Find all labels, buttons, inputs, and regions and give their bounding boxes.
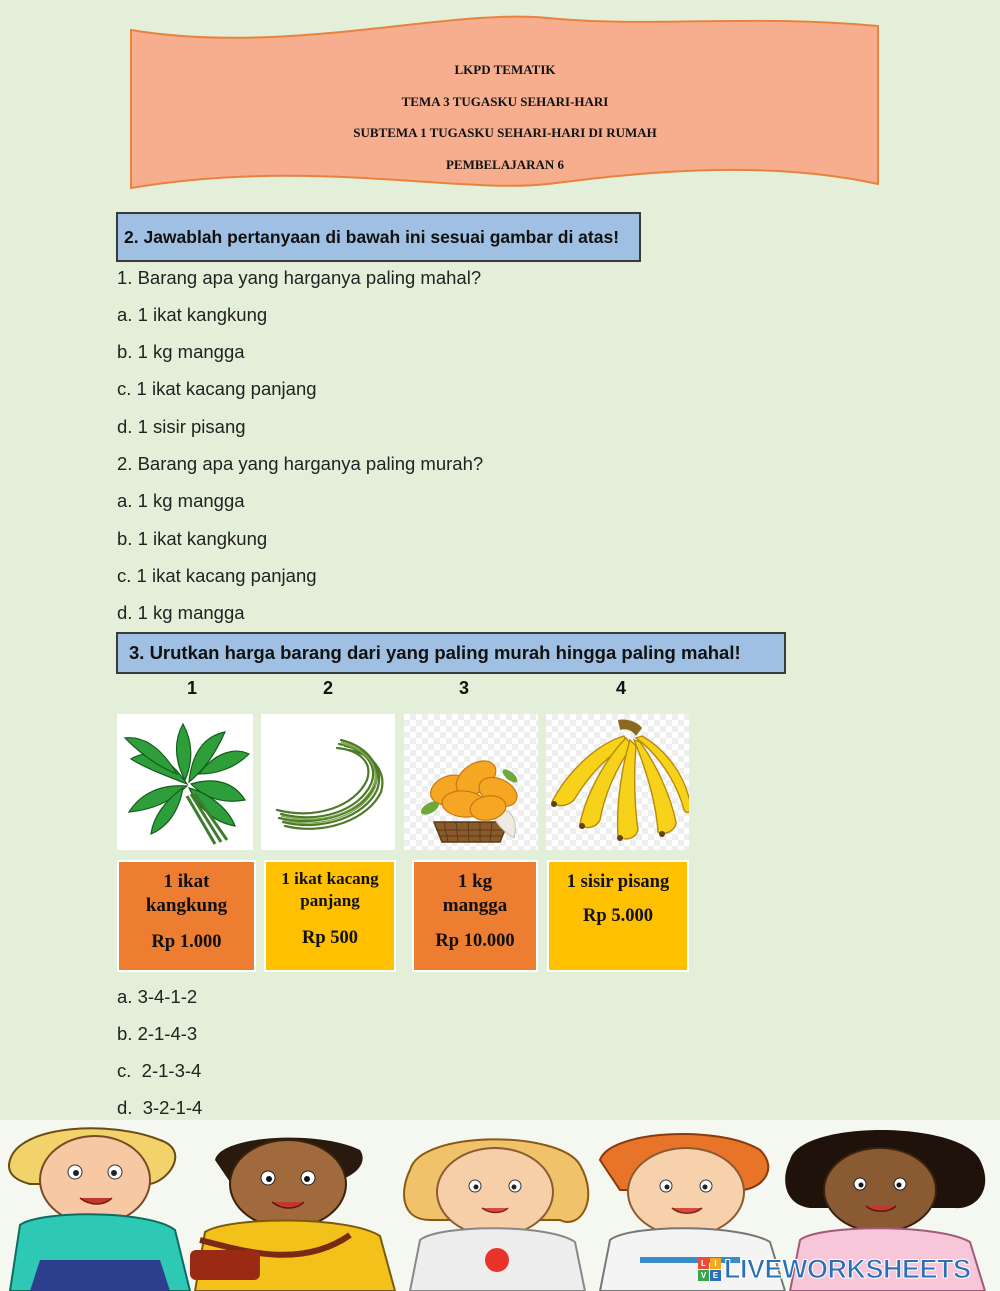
- kangkung-picture: [117, 714, 253, 850]
- q3-option-a[interactable]: a. 3-4-1-2: [117, 986, 198, 1007]
- header-line-2: TEMA 3 TUGASKU SEHARI-HARI: [401, 93, 609, 109]
- q2-option-b[interactable]: b. 1 ikat kangkung: [117, 528, 268, 549]
- q3-option-c[interactable]: c. 2-1-3-4: [117, 1060, 202, 1081]
- price-card-2-name-line1: 1 ikat kacang: [281, 869, 379, 888]
- header-banner: [128, 8, 882, 194]
- price-card-1: [117, 860, 256, 972]
- price-card-1-name-line1: 1 ikat: [163, 871, 210, 892]
- q2-option-a[interactable]: a. 1 kg mangga: [117, 490, 245, 511]
- price-card-3-name-line1: 1 kg: [457, 871, 493, 892]
- mango-basket-icon: [404, 714, 538, 850]
- header-line-4: PEMBELAJARAN 6: [445, 156, 565, 172]
- kacang-panjang-picture: [261, 714, 395, 850]
- price-card-1-name-line2: kangkung: [145, 895, 228, 916]
- price-card-2-price: Rp 500: [301, 928, 359, 948]
- logo-letter-l: L: [698, 1258, 709, 1269]
- price-card-3-name-line2: mangga: [442, 895, 508, 916]
- header-line-3: SUBTEMA 1 TUGASKU SEHARI-HARI DI RUMAH: [353, 125, 657, 140]
- price-card-3-price: Rp 10.000: [435, 931, 515, 951]
- price-card-4-price: Rp 5.000: [583, 906, 653, 926]
- q2-option-c[interactable]: c. 1 ikat kacang panjang: [117, 565, 317, 586]
- header-line-1: LKPD TEMATIK: [454, 62, 556, 77]
- pisang-picture: [546, 714, 689, 850]
- q3-option-d[interactable]: d. 3-2-1-4: [117, 1097, 203, 1118]
- price-card-4-name-line1: 1 sisir pisang: [566, 872, 670, 892]
- question-2: 2. Barang apa yang harganya paling murah?: [117, 453, 484, 474]
- item-number-4: 4: [616, 678, 627, 698]
- logo-blocks-icon: [698, 1258, 721, 1281]
- q1-option-b[interactable]: b. 1 kg mangga: [117, 341, 245, 362]
- price-card-1-price: Rp 1.000: [151, 932, 222, 952]
- child-3-figure: [404, 1139, 588, 1291]
- price-card-4: [547, 860, 689, 972]
- q2-option-d[interactable]: d. 1 kg mangga: [117, 602, 245, 623]
- item-number-2: 2: [323, 678, 334, 698]
- logo-letter-i: I: [710, 1258, 721, 1269]
- q1-option-a[interactable]: a. 1 ikat kangkung: [117, 304, 268, 325]
- logo-text: LIVEWORKSHEETS: [724, 1253, 971, 1284]
- price-card-2: [264, 860, 396, 972]
- question-1: 1. Barang apa yang harganya paling mahal?: [117, 267, 482, 288]
- liveworksheets-logo: [698, 1254, 971, 1284]
- q1-option-d[interactable]: d. 1 sisir pisang: [117, 416, 246, 437]
- item-number-1: 1: [187, 678, 198, 698]
- q1-option-c[interactable]: c. 1 ikat kacang panjang: [117, 378, 317, 399]
- item-number-3: 3: [459, 678, 470, 698]
- banana-icon: [546, 714, 689, 850]
- q3-option-b[interactable]: b. 2-1-4-3: [117, 1023, 198, 1044]
- mangga-picture: [404, 714, 538, 850]
- section-2-title: 2. Jawablah pertanyaan di bawah ini sesuai gambar di atas!: [116, 212, 641, 262]
- price-card-3: [412, 860, 538, 972]
- kacang-panjang-icon: [261, 714, 395, 850]
- section-3-title: 3. Urutkan harga barang dari yang paling murah hingga paling mahal!: [116, 632, 786, 674]
- price-card-2-name-line2: panjang: [300, 891, 360, 910]
- kangkung-icon: [117, 714, 253, 850]
- logo-letter-e: E: [710, 1270, 721, 1281]
- logo-letter-v: V: [698, 1270, 709, 1281]
